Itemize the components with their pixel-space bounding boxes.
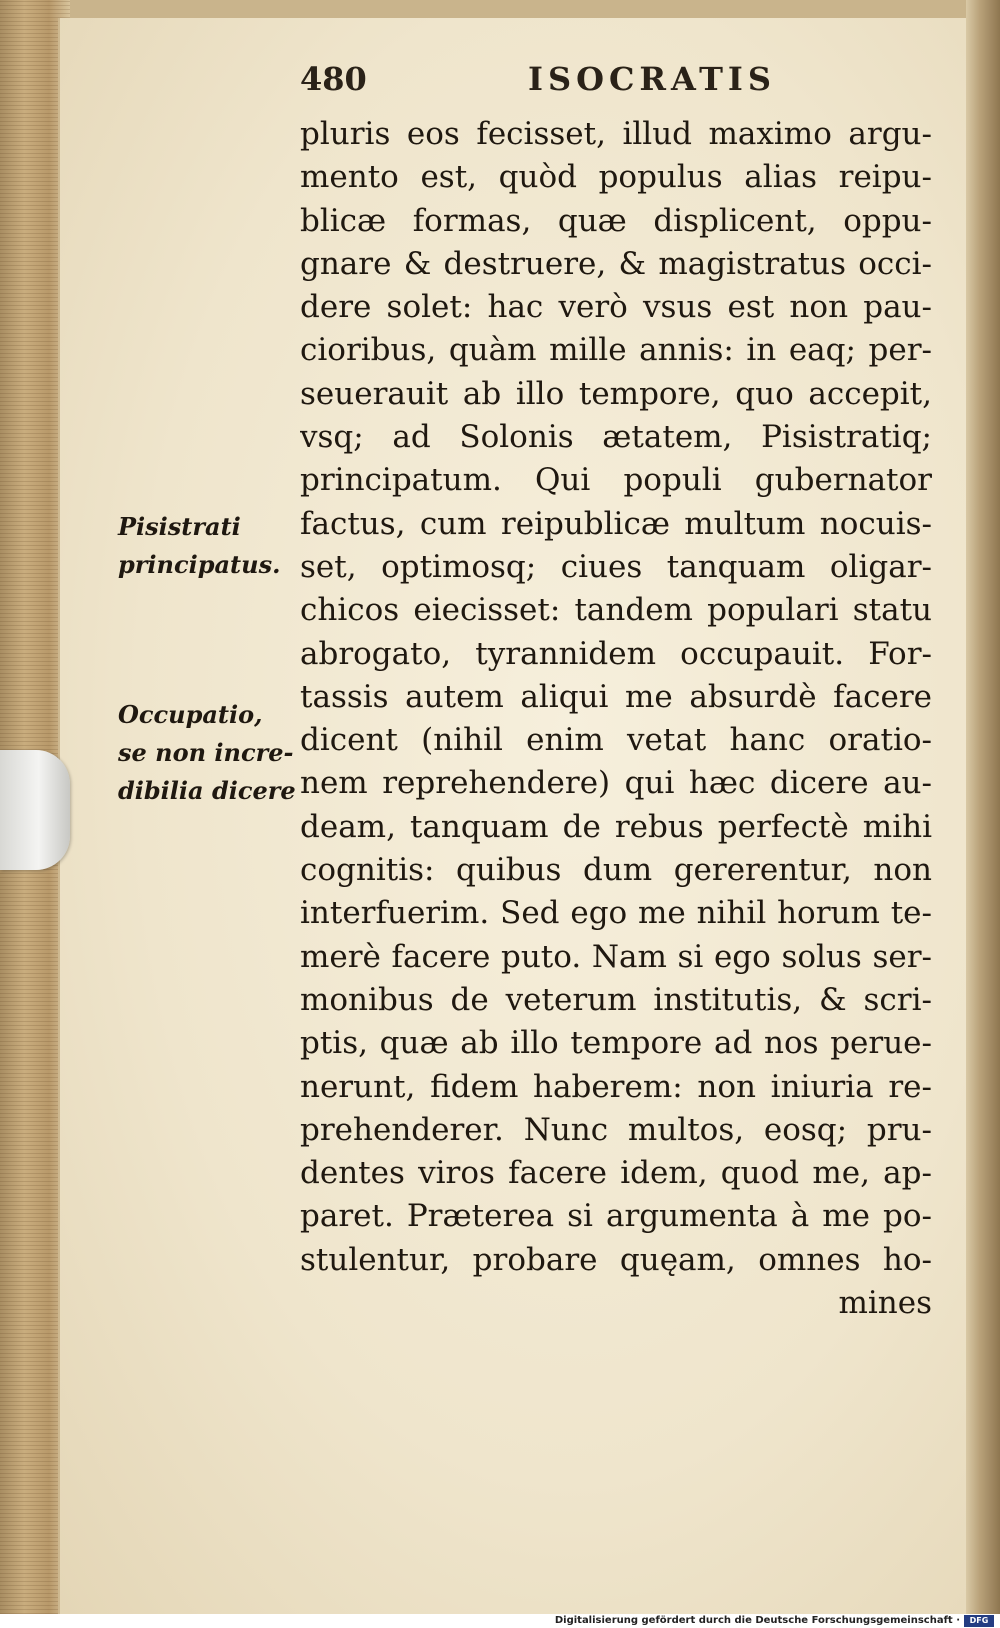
margin-note-line: dibilia dicere bbox=[118, 776, 296, 805]
text-line: interfuerim. Sed ego me nihil horum te- bbox=[300, 895, 932, 932]
text-line: stulentur, probare quęam, omnes ho- bbox=[300, 1241, 932, 1278]
digitization-footer bbox=[0, 1614, 1000, 1628]
margin-note-line: se non incre- bbox=[118, 738, 294, 767]
funding-credit: Digitalisierung gefördert durch die Deutsche Forschungsgemeinschaft · bbox=[554, 1615, 960, 1626]
text-line: set, optimosq; ciues tanquam oligar- bbox=[300, 548, 932, 585]
text-line: dere solet: hac verò vsus est non pau- bbox=[300, 289, 932, 326]
show-through-text bbox=[120, 140, 280, 168]
text-line: tassis autem aliqui me absurdè facere bbox=[300, 678, 932, 715]
text-line: abrogato, tyrannidem occupauit. For- bbox=[300, 635, 932, 672]
text-line: merè facere puto. Nam si ego solus ser- bbox=[300, 938, 932, 975]
margin-note-line: principatus. bbox=[118, 550, 281, 579]
text-line: pluris eos fecisset, illud maximo argu- bbox=[300, 116, 932, 152]
text-line: dicent (nihil enim vetat hanc oratio- bbox=[300, 722, 932, 759]
text-line: chicos eiecisset: tandem populari statu bbox=[300, 592, 932, 629]
page-number: 480 bbox=[300, 60, 367, 98]
text-line: mento est, quòd populus alias reipu- bbox=[300, 159, 932, 196]
text-line: cognitis: quibus dum gererentur, non bbox=[300, 852, 932, 889]
margin-note-pisistratus bbox=[118, 508, 296, 584]
text-line: ptis, quæ ab illo tempore ad nos perue- bbox=[300, 1025, 932, 1062]
margin-note-occupatio bbox=[118, 696, 296, 810]
catchword: mines bbox=[838, 1285, 932, 1322]
text-line: factus, cum reipublicæ multum nocuis- bbox=[300, 505, 932, 542]
text-line: cioribus, quàm mille annis: in eaq; per- bbox=[300, 332, 932, 369]
text-line: vsq; ad Solonis ætatem, Pisistratiq; bbox=[300, 419, 932, 456]
text-line: deam, tanquam de rebus perfectè mihi bbox=[300, 808, 932, 845]
text-line: blicæ formas, quæ displicent, oppu- bbox=[300, 202, 932, 239]
text-line: paret. Præterea si argumenta à me po- bbox=[300, 1198, 932, 1235]
text-line: nerunt, fidem haberem: non iniuria re- bbox=[300, 1068, 932, 1105]
page-header bbox=[300, 60, 800, 106]
running-head: ISOCRATIS bbox=[528, 60, 776, 98]
text-line: dentes viros facere idem, quod me, ap- bbox=[300, 1155, 932, 1192]
book-clasp bbox=[0, 750, 70, 870]
text-line: monibus de veterum institutis, & scri- bbox=[300, 981, 932, 1018]
text-line: seuerauit ab illo tempore, quo accepit, bbox=[300, 375, 932, 412]
body-text bbox=[300, 113, 932, 1325]
right-gutter bbox=[966, 0, 1000, 1614]
text-line: principatum. Qui populi gubernator bbox=[300, 462, 932, 499]
margin-note-line: Pisistrati bbox=[118, 512, 241, 541]
text-line: gnare & destruere, & magistratus occi- bbox=[300, 245, 932, 282]
dfg-logo-icon: DFG bbox=[964, 1615, 994, 1627]
margin-note-line: Occupatio, bbox=[118, 700, 263, 729]
text-line: nem reprehendere) qui hæc dicere au- bbox=[300, 765, 932, 802]
text-line: prehenderer. Nunc multos, eosq; pru- bbox=[300, 1111, 932, 1148]
